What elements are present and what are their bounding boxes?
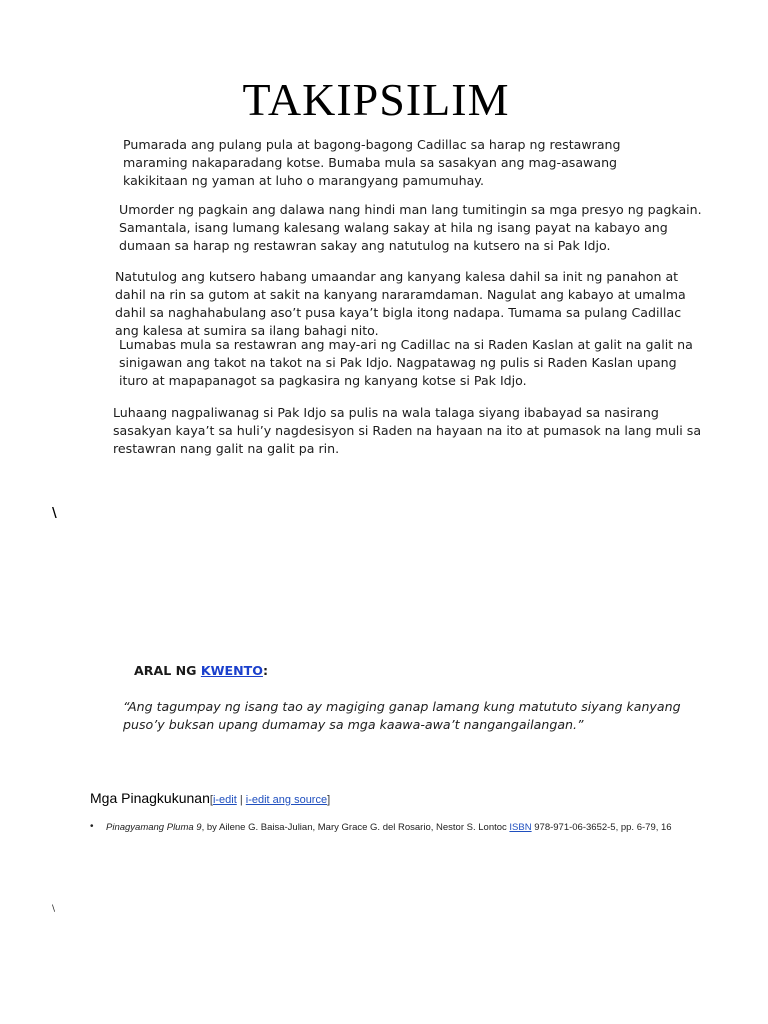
story-title: TAKIPSILIM [242, 74, 510, 125]
edit-link[interactable]: i-edit [212, 794, 237, 806]
book-title: Pinagyamang Pluma 9 [106, 822, 202, 833]
story-paragraph-5: Luhaang nagpaliwanag si Pak Idjo sa pulis na wala talaga siyang ibabayad sa nasirang sasakyan kaya’t sa huli’y nagdesisyon si Raden na hayaan na ito at pumasok na lang muli sa restawran nang galit na galit pa rin. [113, 405, 702, 456]
moral-heading [134, 663, 268, 678]
kwento-link[interactable]: KWENTO [200, 663, 263, 678]
edit-separator: | [236, 794, 246, 806]
moral-heading-suffix: : [262, 663, 269, 678]
sources-title: Mga Pinagkukunan [90, 790, 210, 806]
sources-heading [90, 790, 330, 806]
reference-list-item [90, 822, 690, 834]
reference-text [106, 822, 690, 834]
bracket-open: [ [209, 794, 213, 806]
story-paragraph-2: Umorder ng pagkain ang dalawa nang hindi man lang tumitingin sa mga presyo ng pagkain. Samantala, isang lumang kalesang walang sakay at hila ng isang payat na kabayo ang dumaan sa harap ng restawran sakay ang natutulog na kutsero na si Pak Idjo. [119, 202, 702, 253]
edit-source-link[interactable]: i-edit ang source [245, 794, 328, 806]
bullet-icon: • [90, 821, 94, 832]
story-paragraph-3: Natutulog ang kutsero habang umaandar ang kanyang kalesa dahil sa init ng panahon at dahil na rin sa gutom at sakit na kanyang nararamdaman. Nagulat ang kabayo at umalma dahil sa naghahabulang aso’t pusa kaya’t bigla itong nadapa. Tumama sa pulang Cadillac ang kalesa at sumira sa ilang bahagi nito. [115, 269, 686, 338]
story-paragraph-1: Pumarada ang pulang pula at bagong-bagong Cadillac sa harap ng restawrang maraming nakaparadang kotse. Bumaba mula sa sasakyan ang mag-asawang kakikitaan ng yaman at luho o marangyang pamumuhay. [123, 137, 621, 188]
book-authors: , by Ailene G. Baisa-Julian, Mary Grace G. del Rosario, Nestor S. Lontoc [201, 822, 510, 833]
isbn-link[interactable]: ISBN [509, 822, 532, 833]
moral-heading-prefix: ARAL NG [134, 663, 201, 678]
stray-backslash: \ [52, 506, 57, 521]
moral-quote: “Ang tagumpay ng isang tao ay magiging ganap lamang kung matututo siyang kanyang puso’y buksan upang dumamay sa mga kaawa-awa’t nangangailangan.” [123, 699, 681, 732]
bracket-close: ] [327, 794, 331, 806]
book-isbn-pages: 978-971-06-3652-5, pp. 6-79, 16 [531, 822, 672, 833]
stray-backslash-2: \ [52, 904, 56, 914]
story-paragraph-4: Lumabas mula sa restawran ang may-ari ng Cadillac na si Raden Kaslan at galit na galit na sinigawan ang takot na takot na si Pak Idjo. Nagpatawag ng pulis si Raden Kaslan upang ituro at mapapanagot sa pagkasira ng kanyang kotse si Pak Idjo. [119, 337, 693, 388]
